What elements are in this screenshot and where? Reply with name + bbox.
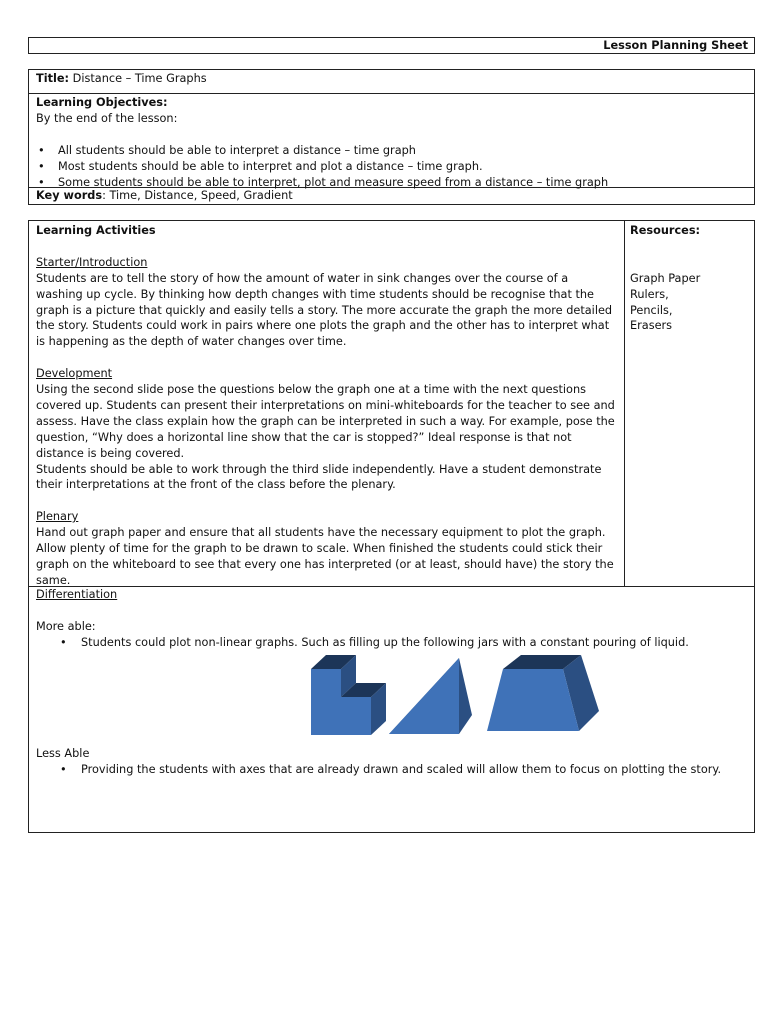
development-text-2: Students should be able to work through the third slide independently. Have a student demonstrate their interpretations at the front of the class before the plenary. <box>36 462 602 492</box>
objectives-row <box>29 93 754 188</box>
title-value: Distance – Time Graphs <box>69 72 207 85</box>
development-text: Using the second slide pose the questions below the graph one at a time with the next questions covered up. Students can present their interpretations on mini-whiteboards for the teacher to see and assess. Have the class explain how the graph can be interpreted in such a way. For example, pose the question, “Why does a horizontal line show that the car is stopped?” Ideal response is that not distance is being covered. <box>36 383 615 460</box>
resource-item: Pencils, <box>630 303 673 317</box>
l-shaped-jar-icon <box>311 655 386 735</box>
more-able-point: • Students could plot non-linear graphs. Such as filling up the following jars with a constant pouring of liquid. <box>36 635 748 651</box>
development-heading: Development <box>36 367 113 381</box>
objective-item: • Some students should be able to interpret, plot and measure speed from a distance – time graph <box>36 175 746 191</box>
objectives-label: Learning Objectives: <box>36 96 168 109</box>
trapezoid-jar-icon <box>487 655 599 731</box>
less-able-point: • Providing the students with axes that are already drawn and scaled will allow them to focus on plotting the story. <box>36 762 748 778</box>
learning-activities-cell <box>29 221 625 587</box>
jar-shapes-illustration <box>309 653 599 737</box>
activities-heading: Learning Activities <box>36 224 156 237</box>
lesson-info-table <box>28 69 755 205</box>
title-label: Title: <box>36 72 70 85</box>
more-able-label: More able: <box>36 619 96 633</box>
objectives-list <box>36 143 746 191</box>
resource-item: Graph Paper <box>630 271 701 285</box>
activities-table <box>28 220 755 833</box>
differentiation-heading: Differentiation <box>36 588 118 601</box>
resource-item: Erasers <box>630 319 673 333</box>
objective-item: • All students should be able to interpret a distance – time graph <box>36 143 746 159</box>
plenary-heading: Plenary <box>36 510 79 524</box>
header-box <box>28 37 755 54</box>
starter-heading: Starter/Introduction <box>36 255 148 269</box>
objectives-intro: By the end of the lesson: <box>36 111 178 125</box>
sheet-title: Lesson Planning Sheet <box>603 39 748 52</box>
resources-cell <box>625 221 754 587</box>
starter-text: Students are to tell the story of how the amount of water in sink changes over the course of a washing up cycle. By thinking how depth changes with time students should be recognise that the graph is a picture that quickly and easily tells a story. The more accurate the graph the more detailed the story. Students could work in pairs where one plots the graph and the other has to interpret what is happening as the depth of water changes over time. <box>36 271 613 349</box>
title-row <box>29 70 754 94</box>
plenary-text: Hand out graph paper and ensure that all students have the necessary equipment to plot the graph. Allow plenty of time for the graph to be drawn to scale. When finished the students could stick their graph on the whiteboard to see that every one has interpreted (or at least, should have) the story the same. <box>36 526 614 587</box>
triangular-jar-icon <box>389 658 472 734</box>
less-able-label: Less Able <box>36 746 90 760</box>
keywords-value: : Time, Distance, Speed, Gradient <box>102 189 293 202</box>
keywords-label: Key words <box>36 189 103 202</box>
keywords-row <box>36 188 293 204</box>
objective-item: • Most students should be able to interpret and plot a distance – time graph. <box>36 159 746 175</box>
resources-heading: Resources: <box>630 224 701 237</box>
resource-item: Rulers, <box>630 287 669 301</box>
